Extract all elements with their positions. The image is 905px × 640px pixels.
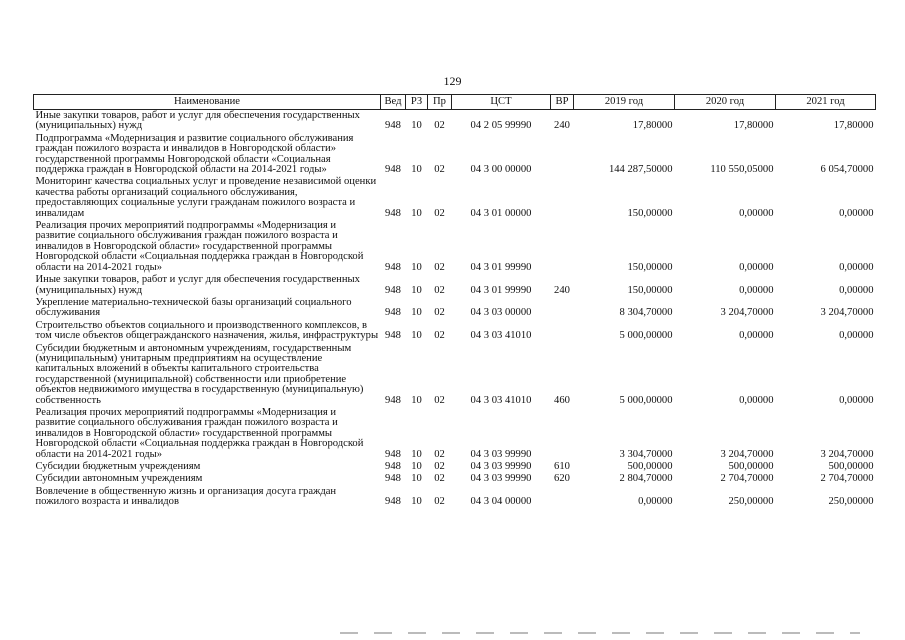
cell-rz: 10: [411, 394, 422, 406]
cell-cst: 04 3 00 00000: [470, 164, 532, 176]
cell-2021: 0,00000: [839, 261, 874, 273]
cell-rz: 10: [411, 284, 422, 296]
cell-ved: 948: [385, 448, 401, 460]
cell-name: Субсидии бюджетным и автономным учреждениям, государственным (муниципальным) унитарным предприятиям на осуществление капитальных вложений в объекты капитального строительства государственной (муниципальной) собственности или приобретение объектов недвижимого имущества в государственную (муниципальную) собственность: [35, 342, 364, 406]
header-2019: 2019 год: [574, 95, 675, 110]
table-row: [34, 486, 876, 509]
cell-ved: 948: [385, 496, 401, 508]
cell-2020: 0,00000: [739, 207, 774, 219]
scan-artifact: [340, 632, 860, 634]
cell-ved: 948: [385, 473, 401, 485]
cell-2019: 150,00000: [627, 207, 673, 219]
cell-vr: [551, 320, 574, 343]
cell-2021: 250,00000: [828, 496, 874, 508]
cell-2020: 110 550,05000: [710, 164, 774, 176]
cell-ved: 948: [385, 394, 401, 406]
cell-ved: 948: [385, 307, 401, 319]
cell-2020: 3 204,70000: [720, 448, 774, 460]
cell-cst: 04 3 03 41010: [470, 330, 532, 342]
cell-2019: 17,80000: [632, 120, 673, 132]
cell-2021: 6 054,70000: [820, 164, 874, 176]
header-row: [34, 95, 876, 110]
cell-2019: 0,00000: [638, 496, 673, 508]
cell-2020: 0,00000: [739, 284, 774, 296]
cell-vr: [551, 407, 574, 461]
cell-pr: 02: [434, 164, 445, 176]
cell-2020: 500,00000: [728, 461, 774, 472]
table-row: [34, 473, 876, 485]
cell-name: Вовлечение в общественную жизнь и организация досуга граждан пожилого возраста и инвалидов: [35, 485, 337, 508]
cell-vr: 240: [554, 120, 570, 132]
cell-pr: 02: [434, 261, 445, 273]
cell-ved: 948: [385, 284, 401, 296]
cell-vr: 620: [554, 473, 570, 485]
cell-2019: 150,00000: [627, 284, 673, 296]
cell-ved: 948: [385, 330, 401, 342]
table-row: [34, 461, 876, 473]
cell-cst: 04 3 01 00000: [470, 207, 532, 219]
cell-pr: 02: [434, 448, 445, 460]
cell-name: Реализация прочих мероприятий подпрограммы «Модернизация и развитие социального обслуживания граждан пожилого возраста и инвалидов в Новгородской области» государственной программы Новгородской области «Социальная поддержка граждан в Новгородской области на 2014-2021 годы»: [35, 220, 364, 273]
cell-name: Подпрограмма «Модернизация и развитие социального обслуживания граждан пожилого возраста и инвалидов в Новгородской области» государственной программы Новгородской области «Социальная поддержка граждан в Новгородской области на 2014-2021 годы»: [35, 132, 354, 176]
cell-cst: 04 2 05 99990: [470, 120, 532, 132]
cell-cst: 04 3 03 41010: [470, 394, 532, 406]
cell-rz: 10: [411, 496, 422, 508]
cell-2020: 3 204,70000: [720, 307, 774, 319]
cell-rz: 10: [411, 330, 422, 342]
cell-vr: 460: [554, 394, 570, 406]
cell-name: Реализация прочих мероприятий подпрограммы «Модернизация и развитие социального обслуживания граждан пожилого возраста и инвалидов в Новгородской области» государственной программы Новгородской области «Социальная поддержка граждан в Новгородской области на 2014-2021 годы»: [35, 406, 364, 460]
table-body: [34, 110, 876, 509]
cell-rz: 10: [411, 461, 422, 472]
cell-name: Строительство объектов социального и производственного комплексов, в том числе объектов общегражданского назначения, жилья, инфраструктуры: [35, 319, 379, 342]
cell-name: Мониторинг качества социальных услуг и проведение независимой оценки качества работы организаций социального обслуживания, предоставляющих социальные услуги гражданам пожилого возраста и инвалидам: [35, 176, 377, 219]
cell-cst: 04 3 04 00000: [470, 496, 532, 508]
cell-vr: [551, 486, 574, 509]
cell-2019: 5 000,00000: [619, 330, 673, 342]
header-2021: 2021 год: [776, 95, 876, 110]
cell-2021: 500,00000: [828, 461, 874, 472]
cell-pr: 02: [434, 394, 445, 406]
header-ved: Вед: [381, 95, 406, 110]
cell-vr: [551, 176, 574, 220]
cell-pr: 02: [434, 473, 445, 485]
cell-pr: 02: [434, 330, 445, 342]
cell-ved: 948: [385, 207, 401, 219]
cell-rz: 10: [411, 207, 422, 219]
cell-name: Субсидии автономным учреждениям: [35, 473, 203, 485]
header-cst: ЦСТ: [452, 95, 551, 110]
cell-vr: [551, 220, 574, 274]
table-row: [34, 343, 876, 407]
cell-2021: 17,80000: [833, 120, 874, 132]
header-name: Наименование: [34, 95, 381, 110]
cell-rz: 10: [411, 261, 422, 273]
cell-name: Укрепление материально-технической базы организаций социального обслуживания: [35, 296, 352, 319]
table-row: [34, 274, 876, 297]
cell-2019: 3 304,70000: [619, 448, 673, 460]
cell-rz: 10: [411, 448, 422, 460]
cell-2020: 17,80000: [733, 120, 774, 132]
cell-vr: 610: [554, 461, 570, 472]
table-row: [34, 176, 876, 220]
header-pr: Пр: [428, 95, 452, 110]
cell-ved: 948: [385, 164, 401, 176]
header-rz: РЗ: [406, 95, 428, 110]
table-row: [34, 220, 876, 274]
cell-name: Иные закупки товаров, работ и услуг для обеспечения государственных (муниципальных) нужд: [35, 274, 360, 296]
cell-rz: 10: [411, 164, 422, 176]
cell-rz: 10: [411, 120, 422, 132]
cell-cst: 04 3 03 99990: [470, 448, 532, 460]
cell-ved: 948: [385, 261, 401, 273]
table-row: [34, 133, 876, 177]
cell-vr: [551, 297, 574, 320]
cell-2021: 3 204,70000: [820, 307, 874, 319]
page-number: 129: [443, 74, 462, 88]
cell-2021: 3 204,70000: [820, 448, 874, 460]
cell-2021: 0,00000: [839, 284, 874, 296]
cell-pr: 02: [434, 120, 445, 132]
cell-ved: 948: [385, 120, 401, 132]
cell-2020: 2 704,70000: [720, 473, 774, 485]
cell-2019: 500,00000: [627, 461, 673, 472]
cell-vr: [551, 133, 574, 177]
cell-pr: 02: [434, 461, 445, 472]
cell-cst: 04 3 03 99990: [470, 461, 532, 472]
cell-pr: 02: [434, 284, 445, 296]
cell-vr: 240: [554, 284, 570, 296]
table-row: [34, 297, 876, 320]
cell-pr: 02: [434, 307, 445, 319]
cell-2020: 0,00000: [739, 394, 774, 406]
cell-2019: 150,00000: [627, 261, 673, 273]
cell-pr: 02: [434, 207, 445, 219]
cell-2021: 0,00000: [839, 330, 874, 342]
cell-cst: 04 3 03 99990: [470, 473, 532, 485]
cell-name: Иные закупки товаров, работ и услуг для обеспечения государственных (муниципальных) нужд: [35, 110, 360, 132]
cell-2019: 144 287,50000: [608, 164, 673, 176]
header-vr: ВР: [551, 95, 574, 110]
table-row: [34, 320, 876, 343]
cell-2020: 0,00000: [739, 261, 774, 273]
cell-cst: 04 3 01 99990: [470, 261, 532, 273]
cell-2019: 5 000,00000: [619, 394, 673, 406]
budget-table: [33, 94, 876, 509]
cell-2020: 0,00000: [739, 330, 774, 342]
cell-cst: 04 3 01 99990: [470, 284, 532, 296]
table-row: [34, 110, 876, 133]
header-2020: 2020 год: [675, 95, 776, 110]
cell-cst: 04 3 03 00000: [470, 307, 532, 319]
cell-ved: 948: [385, 461, 401, 472]
cell-name: Субсидии бюджетным учреждениям: [35, 461, 201, 472]
cell-2021: 0,00000: [839, 207, 874, 219]
cell-2019: 8 304,70000: [619, 307, 673, 319]
cell-2021: 2 704,70000: [820, 473, 874, 485]
cell-2021: 0,00000: [839, 394, 874, 406]
cell-rz: 10: [411, 307, 422, 319]
cell-2020: 250,00000: [728, 496, 774, 508]
table-row: [34, 407, 876, 461]
cell-rz: 10: [411, 473, 422, 485]
cell-2019: 2 804,70000: [619, 473, 673, 485]
cell-pr: 02: [434, 496, 445, 508]
